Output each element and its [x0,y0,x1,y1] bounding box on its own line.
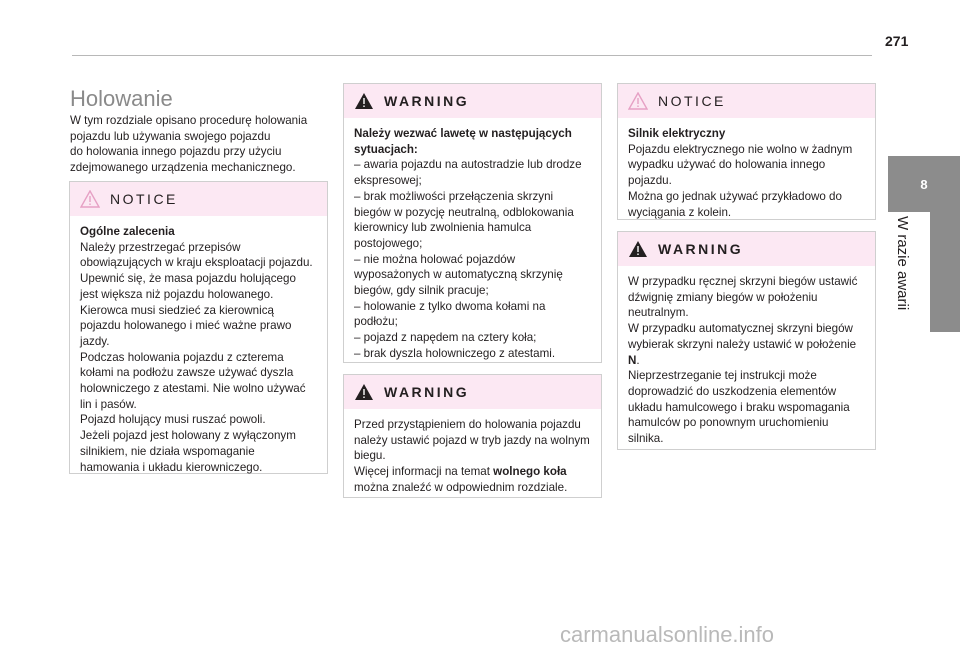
warning-body: W przypadku ręcznej skrzyni biegów ustawić dźwignię zmiany biegów w położeniu neutralnym. W przypadku automatycznej skrzyni biegów wybierak skrzyni należy ustawić w położenie N. Nieprzestrzeganie tej instrukcji może doprowadzić do uszkodzenia elementów układu hamulcowego i braku wspomagania hamulców po ponownym uruchomieniu silnika. [628,275,858,446]
notice-label: NOTICE [658,93,726,109]
chapter-tab[interactable] [888,156,960,212]
page-number: 271 [885,33,909,49]
notice-body: Silnik elektryczny Pojazdu elektrycznego nie wolno w żadnym wypadku używać do holowania innego pojazdu. Można go jednak używać przykładowo do wyciągania z kolein. [618,118,875,228]
gear-position-n: N [628,353,637,367]
warning-body: Przed przystąpieniem do holowania pojazdu należy ustawić pojazd w tryb jazdy na wolnym biegu. Więcej informacji na temat wolnego koła można znaleźć w odpowiednim rozdziale. [354,418,590,494]
notice-body: Ogólne zalecenia Należy przestrzegać przepisów obowiązujących w kraju eksploatacji pojazdu. Upewnić się, że masa pojazdu holującego jest większa niż pojazdu holowanego. Kierowca musi siedzieć za kierownicą pojazdu holowanego i mieć ważne prawo jazdy. Podczas holowania pojazdu z czterema kołami na podłożu zawsze używać dyszla holowniczego z atestami. Nie wolno używać lin i pasów. Pojazd holujący musi ruszać powoli. Jeżeli pojazd jest holowany z wyłączonym silnikiem, nie działa wspomaganie hamowania i układu kierowniczego. [70,216,327,483]
warning-header [344,84,601,118]
notice-label: NOTICE [110,191,178,207]
watermark: carmanualsonline.info [560,622,775,647]
warning-label: WARNING [384,384,470,400]
warning-label: WARNING [658,241,744,257]
freewheel-link-text[interactable]: wolnego koła [493,465,567,479]
warning-header [618,232,875,266]
warning-icon [628,240,648,258]
warning-label: WARNING [384,93,470,109]
notice-title: Silnik elektryczny [628,127,726,140]
notice-box-general [69,181,328,474]
chapter-number: 8 [920,176,928,192]
chapter-title-box [884,212,924,332]
top-rule [72,55,872,56]
warning-box-freewheel [343,374,602,498]
warning-box-tow-truck [343,83,602,363]
section-heading: Holowanie [70,86,173,111]
chapter-title: W razie awarii [894,216,911,311]
notice-header [70,182,327,216]
warning-header [344,375,601,409]
notice-warning-icon [628,92,648,110]
chapter-bar [930,212,960,332]
notice-warning-icon [80,190,100,208]
notice-box-electric-motor [617,83,876,220]
warning-body: Należy wezwać lawetę w następujących sytuacjach: – awaria pojazdu na autostradzie lub drodze ekspresowej; – brak możliwości przełączenia skrzyni biegów w pozycję neutralną, odblokowania kierownicy lub zwolnienia hamulca postojowego; – nie można holować pojazdów wyposażonych w automatyczną skrzynię biegów, gdy silnik pracuje; – holowanie z tylko dwoma kołami na podłożu; – pojazd z napędem na cztery koła; – brak dyszla holowniczego z atestami. [354,127,582,360]
warning-icon [354,383,374,401]
intro-text: W tym rozdziale opisano procedurę holowania pojazdu lub używania swojego pojazdu do holowania innego pojazdu przy użyciu zdejmowanego urządzenia mechanicznego. [70,114,308,174]
notice-title: Ogólne zalecenia [80,225,175,238]
warning-icon [354,92,374,110]
notice-header [618,84,875,118]
warning-box-gearbox [617,231,876,450]
